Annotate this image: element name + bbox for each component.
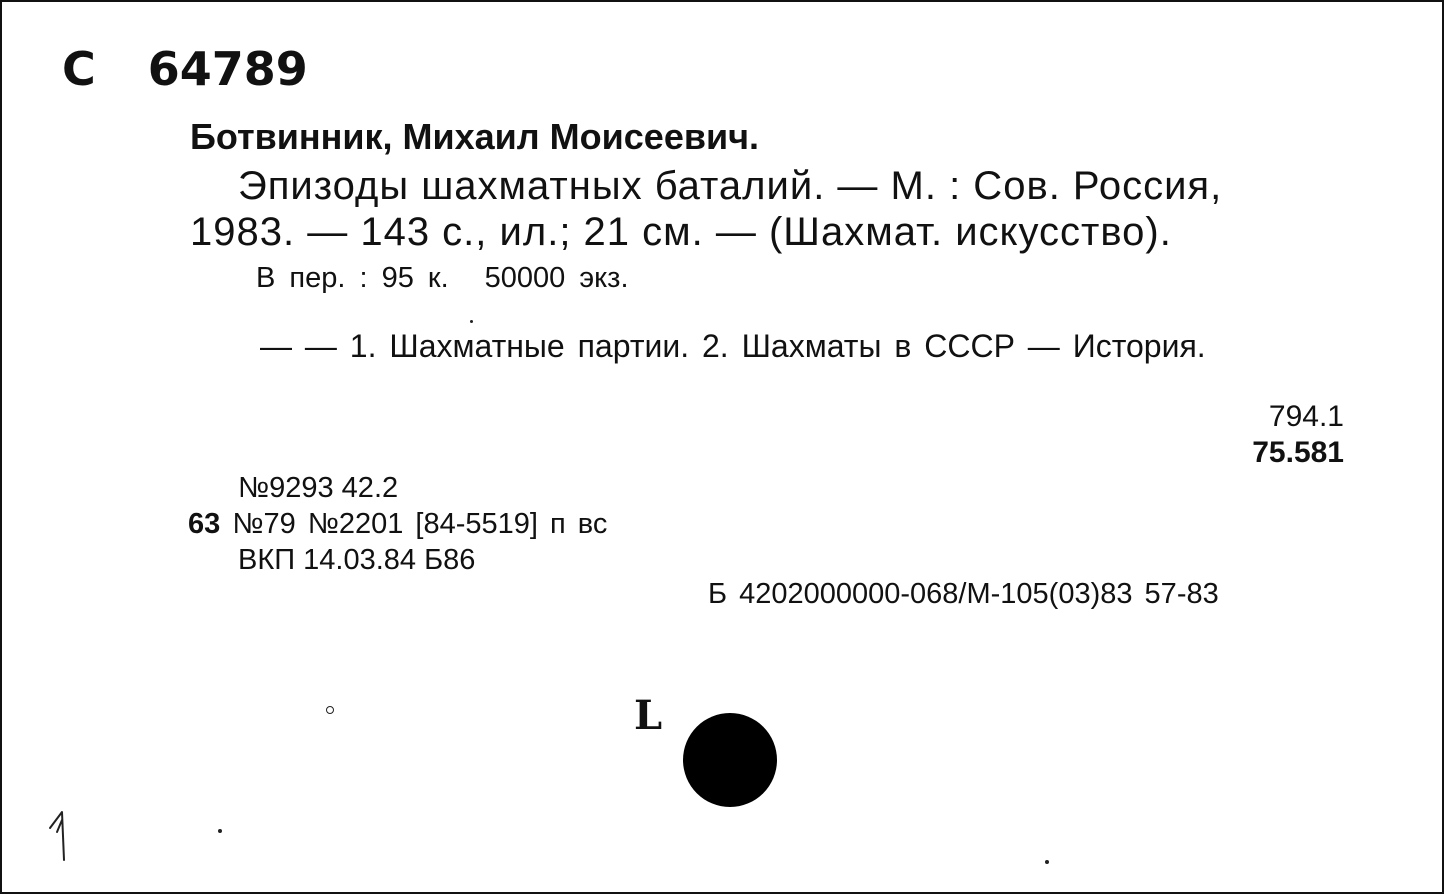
classification-secondary: 75.581: [1252, 436, 1344, 469]
stamp-letter: L: [634, 692, 663, 739]
title-line-1: Эпизоды шахматных баталий. — М. : Сов. Россия,: [238, 164, 1223, 208]
print-run: 50000 экз.: [484, 262, 629, 294]
classification-primary: 794.1: [1268, 400, 1344, 433]
binding-price: В пер. : 95 к.: [256, 262, 449, 294]
registry-codes: №79 №2201 [84-5519] п вс: [232, 508, 608, 540]
subject-headings: — — 1. Шахматные партии. 2. Шахматы в СССР — История.: [260, 328, 1206, 364]
speck-mark: [326, 706, 334, 714]
call-letter: С: [62, 42, 96, 96]
registry-line-2: [188, 510, 607, 539]
author-heading: Ботвинник, Михаил Моисеевич.: [190, 116, 760, 157]
speck-mark: [1045, 860, 1049, 864]
title-line-2: 1983. — 143 с., ил.; 21 см. — (Шахмат. искусство).: [190, 210, 1172, 254]
registry-number: 63: [188, 508, 221, 540]
registry-line-1: №9293 42.2: [238, 472, 399, 504]
speck-mark: [218, 829, 222, 833]
speck-mark: [470, 320, 473, 323]
publisher-index: Б 4202000000-068/М-105(03)83 57-83: [708, 578, 1219, 610]
punch-hole: [683, 713, 777, 807]
registry-line-3: ВКП 14.03.84 Б86: [238, 544, 476, 576]
call-number: [62, 42, 308, 96]
call-number-digits: 64789: [147, 42, 308, 96]
handwritten-mark: [44, 808, 84, 868]
price-line: [256, 264, 629, 293]
